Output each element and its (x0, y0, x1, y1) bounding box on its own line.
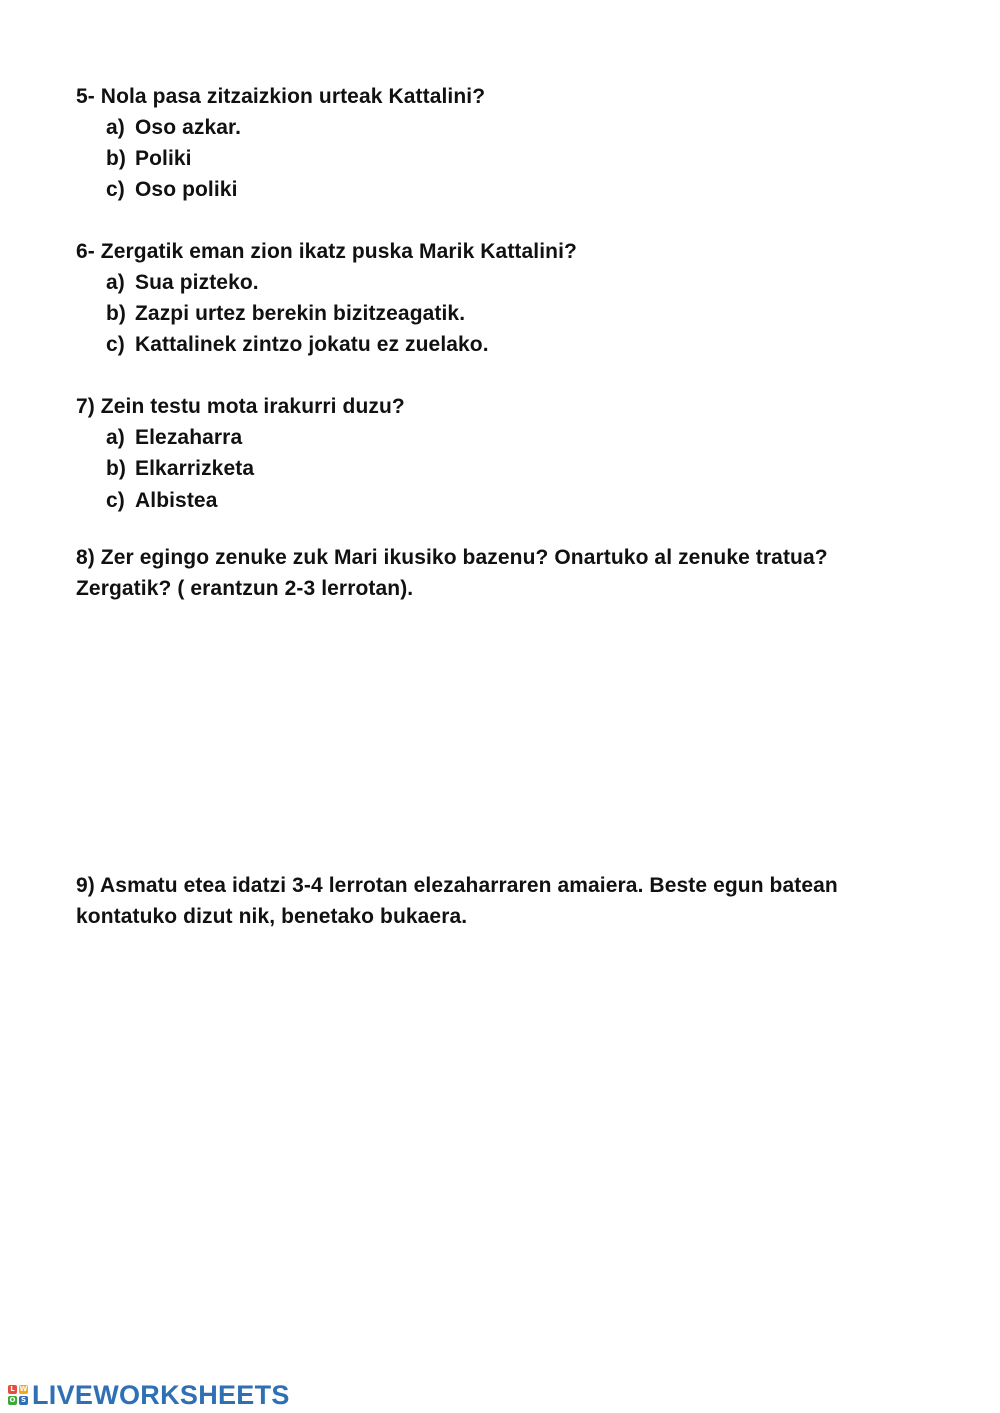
option-text: Oso azkar. (135, 116, 242, 139)
logo-square: S (20, 1396, 27, 1404)
option-letter: c) (106, 489, 125, 512)
question-7-option-b[interactable] (106, 456, 254, 482)
option-text: Zazpi urtez berekin bizitzeagatik. (135, 302, 466, 325)
option-letter: a) (106, 426, 125, 449)
question-5-option-c[interactable] (106, 177, 238, 203)
option-letter: c) (106, 333, 125, 356)
option-text: Kattalinek zintzo jokatu ez zuelako. (135, 333, 489, 356)
question-8-answer-area[interactable] (76, 615, 924, 855)
logo-square: W (19, 1385, 28, 1393)
option-text: Oso poliki (135, 178, 238, 201)
question-6-option-b[interactable] (106, 301, 465, 327)
question-8-text-line-1: 8) Zer egingo zenuke zuk Mari ikusiko bazenu? Onartuko al zenuke tratua? (76, 546, 828, 569)
question-7-option-c[interactable] (106, 488, 218, 514)
logo-square: O (9, 1396, 16, 1404)
option-letter: c) (106, 178, 125, 201)
option-letter: b) (106, 147, 127, 170)
option-text: Elezaharra (135, 426, 243, 449)
logo-text: LIVEWORKSHEETS (32, 1379, 290, 1410)
option-letter: a) (106, 271, 125, 294)
question-6-option-a[interactable] (106, 270, 259, 296)
question-8-text-line-2: Zergatik? ( erantzun 2-3 lerrotan). (76, 577, 414, 600)
option-text: Elkarrizketa (135, 457, 255, 480)
question-7-option-a[interactable] (106, 425, 242, 451)
question-6-text: 6- Zergatik eman zion ikatz puska Marik Kattalini? (76, 240, 577, 263)
question-7-text: 7) Zein testu mota irakurri duzu? (76, 395, 405, 418)
option-text: Sua pizteko. (135, 271, 259, 294)
question-5-option-a[interactable] (106, 115, 241, 141)
option-text: Albistea (135, 489, 218, 512)
option-text: Poliki (135, 147, 192, 170)
logo-squares-icon (8, 1385, 28, 1405)
question-5-text: 5- Nola pasa zitzaizkion urteak Kattalini? (76, 85, 486, 108)
question-9-text-line-2: kontatuko dizut nik, benetako bukaera. (76, 905, 468, 928)
option-letter: b) (106, 302, 127, 325)
liveworksheets-logo (8, 1380, 290, 1410)
question-6-option-c[interactable] (106, 332, 489, 358)
option-letter: a) (106, 116, 125, 139)
question-5-option-b[interactable] (106, 146, 192, 172)
question-9-answer-area[interactable] (76, 945, 924, 1325)
logo-square: L (8, 1385, 17, 1394)
question-9-text-line-1: 9) Asmatu etea idatzi 3-4 lerrotan elezaharraren amaiera. Beste egun batean (76, 874, 838, 897)
option-letter: b) (106, 457, 127, 480)
